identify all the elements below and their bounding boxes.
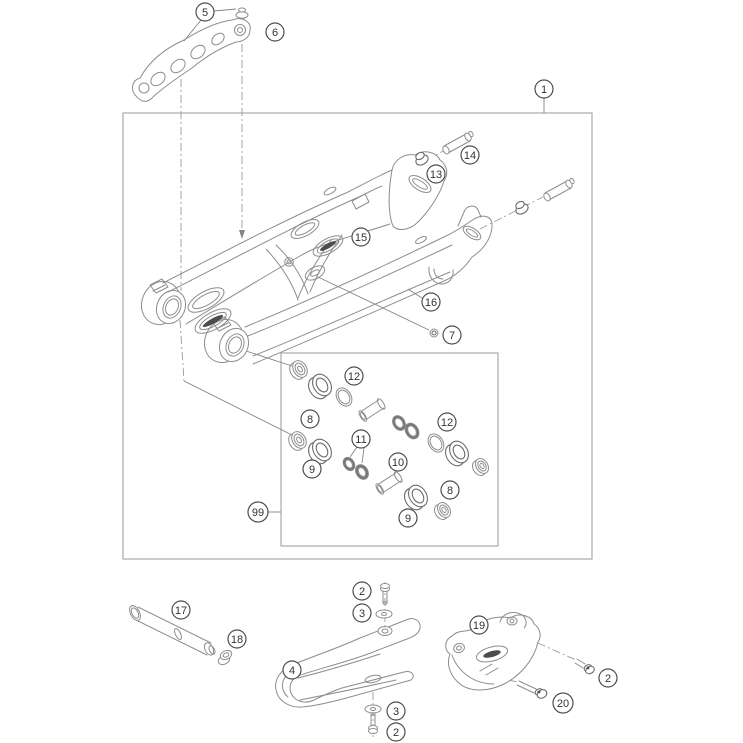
callout-11-bushings[interactable] (352, 430, 370, 448)
bushing (353, 462, 371, 481)
seal-ring (286, 429, 310, 453)
callout-13-adjuster-nut[interactable] (427, 165, 445, 183)
seal-ring (287, 358, 311, 382)
callout-3-slider-washer-bottom[interactable] (387, 702, 405, 720)
callout-2-slider-screw-bottom[interactable] (387, 723, 405, 741)
callout-leader-line (362, 448, 364, 463)
callout-number: 5 (201, 6, 209, 19)
callout-2-slider-screw-top[interactable] (353, 582, 371, 600)
guide-screw-20 (517, 681, 548, 700)
callout-3-slider-washer-top[interactable] (353, 604, 371, 622)
callout-number: 2 (392, 726, 400, 739)
spacer-tube (358, 398, 387, 423)
frame-boxes (123, 113, 592, 559)
callout-number: 16 (424, 296, 438, 309)
callout-number: 14 (463, 149, 477, 162)
main-assembly-box (123, 113, 592, 559)
callout-20-guide-screw[interactable] (553, 693, 573, 713)
callout-8-seal-right[interactable] (441, 481, 459, 499)
bracket-6 (133, 19, 251, 102)
callout-16-guard-tab[interactable] (422, 293, 440, 311)
callout-number: 19 (472, 619, 486, 632)
callout-2-guide-screw[interactable] (599, 669, 617, 687)
seal-ring (470, 456, 491, 478)
callout-5-screws-top[interactable] (196, 3, 214, 21)
callout-leader-line (350, 447, 357, 457)
chain-guide-drawing (446, 612, 596, 699)
callout-number: 7 (448, 329, 456, 342)
callout-number: 18 (230, 633, 244, 646)
guide-screw-2 (575, 659, 596, 675)
callout-number: 9 (404, 512, 412, 525)
callout-number: 6 (271, 26, 279, 39)
callout-number: 3 (392, 705, 400, 718)
callout-number: 9 (308, 463, 316, 476)
callout-4-chain-slider[interactable] (283, 661, 301, 679)
callout-leader-line (214, 9, 236, 11)
callout-9-bearing-bottom[interactable] (399, 509, 417, 527)
adjuster-set-near (514, 178, 575, 216)
callout-number: 13 (429, 168, 443, 181)
callout-number: 17 (174, 604, 188, 617)
bearing (442, 438, 473, 470)
callout-number: 3 (358, 607, 366, 620)
callout-number: 12 (440, 416, 454, 429)
callout-12-ring-left[interactable] (345, 367, 363, 385)
callout-1-swingarm[interactable] (535, 80, 553, 98)
callout-6-bracket[interactable] (266, 23, 284, 41)
callout-number: 8 (306, 413, 314, 426)
screw-7 (430, 329, 438, 337)
callout-number: 2 (358, 585, 366, 598)
bearing (401, 482, 432, 514)
seal-ring (432, 500, 453, 522)
bushing (341, 455, 357, 472)
callout-99-bearing-kit[interactable] (248, 502, 268, 522)
callout-9-bearing-left[interactable] (303, 460, 321, 478)
callout-number: 10 (391, 456, 405, 469)
arrowhead (239, 230, 245, 239)
callout-number: 99 (251, 506, 265, 519)
callout-number: 2 (604, 672, 612, 685)
pivot-nut-18 (217, 649, 233, 667)
callout-number: 20 (556, 697, 570, 710)
callout-19-chain-guide[interactable] (470, 616, 488, 634)
shim-ring (333, 385, 355, 409)
callout-18-pivot-nut[interactable] (228, 630, 246, 648)
callout-17-pivot-bolt[interactable] (172, 601, 190, 619)
callout-number: 4 (288, 664, 296, 677)
callout-14-adjuster-bolt[interactable] (461, 146, 479, 164)
callout-7-screw[interactable] (443, 326, 461, 344)
callout-8-seal-left[interactable] (301, 410, 319, 428)
callout-leader-line (408, 289, 422, 298)
callout-12-ring-right[interactable] (438, 413, 456, 431)
shim-ring (425, 431, 447, 455)
callout-10-spacer[interactable] (389, 453, 407, 471)
swingarm-drawing (135, 149, 492, 369)
callout-number: 8 (446, 484, 454, 497)
spacer-tube (375, 471, 404, 496)
callout-number: 11 (355, 433, 367, 446)
callout-15-slider-pad[interactable] (352, 228, 370, 246)
callout-number: 1 (540, 83, 548, 96)
bearing (305, 371, 336, 403)
callout-number: 15 (354, 231, 368, 244)
callout-number: 12 (347, 370, 361, 383)
bearing-kit-parts (286, 358, 491, 522)
